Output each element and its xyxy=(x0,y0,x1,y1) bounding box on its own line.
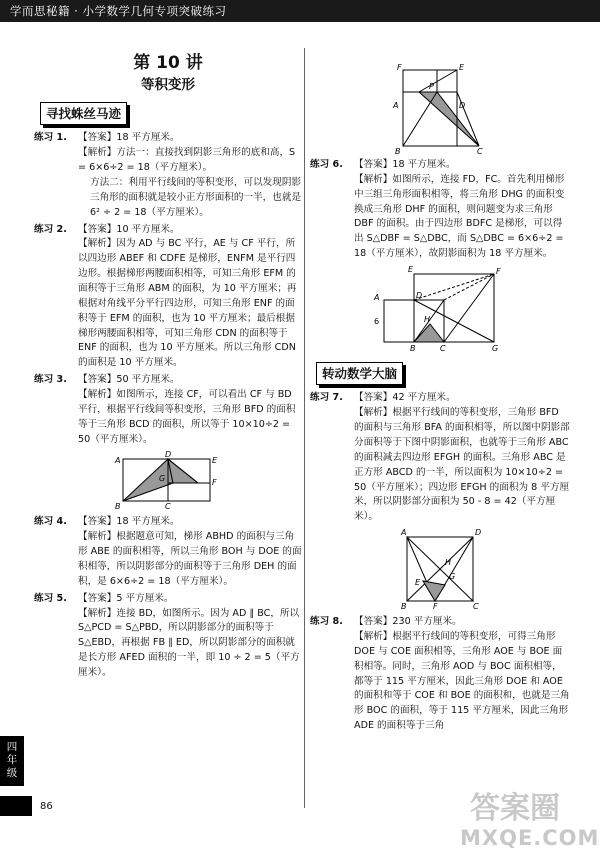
analysis-line: 【解析】连接 BD，如图所示。因为 AD ∥ BC，所以 S△PCD = S△PBD，所以阴影部分的面积等于 S△EBD，再根据 FB ∥ ED，所以阴影部分的面积就是长方形 AFED 面积的一半，即 10 ÷ 2 = 5（平方厘米）。 xyxy=(78,607,300,679)
exercise-4 xyxy=(34,515,302,589)
figure-exercise-6b xyxy=(370,266,510,352)
exercise-label: 练习 3. xyxy=(34,374,67,386)
footer-bar xyxy=(0,796,32,816)
answer-line: 【答案】230 平方厘米。 xyxy=(354,616,462,628)
fig-label-H: H xyxy=(424,315,431,325)
watermark-url: MXQE.COM xyxy=(460,826,600,850)
fig-label-G: G xyxy=(449,572,456,582)
fig-label-F: F xyxy=(212,478,217,488)
analysis-line: 【解析】根据题意可知，梯形 ABHD 的面积与三角形 ABE 的面积相等，所以三角形 BOH 与 DOE 的面积相等，所以阴影部分的面积等于三角形 DEH 的面积，是 6×6÷2 = 18（平方厘米）。 xyxy=(78,531,302,587)
fig-label-H: H xyxy=(445,558,452,568)
fig-label-E: E xyxy=(415,578,421,588)
figure-exercise-8 xyxy=(395,529,485,611)
analysis-line: 【解析】根据平行线间的等积变形，三角形 BFD 的面积与三角形 BFA 的面积相等，所以图中阴影部分面积等于下图中阴影面积，也就等于三角形 ABC 的面积减去四边形 EFGH 的面积。三角形 ABC 是正方形 ABCD 的一半，所以面积为 10×10÷2 = 50（平方厘米）；四边形 EFGH 的面积为 8 平方厘米，所以阴影部分面积为 50 - 8 = 42（平方厘米）。 xyxy=(354,407,570,523)
fig-label-D: D xyxy=(475,529,482,538)
exercise-label: 练习 2. xyxy=(34,223,67,235)
fig-label-B: B xyxy=(115,502,121,512)
exercise-label: 练习 1. xyxy=(34,132,67,144)
fig-label-E: E xyxy=(212,456,218,466)
fig-label-E: E xyxy=(408,266,414,275)
fig-label-A: A xyxy=(374,293,380,303)
answer-line: 【答案】5 平方厘米。 xyxy=(78,592,174,604)
analysis-line: 【解析】因为 AD 与 BC 平行，AE 与 CF 平行，所以四边形 ABEF 和 CDFE 是梯形，ENFM 是平行四边形。根据梯形两腰面积相等，可知三角形 EFM 的面积等于三角形 ABM 的面积，为 10 平方厘米；再根据对角线平分平行四边形，可知三角形 ENF 的面积等于 EFM 的面积，也为 10 平方厘米；最后根据梯形两腰面积相等，可知三角形 CDN 的面积等于 ENF 的面积，也为 10 平方厘米。所以三角形 CDN 的面积是 10 平方厘米。 xyxy=(78,238,297,369)
answer-line: 【答案】50 平方厘米。 xyxy=(78,374,180,386)
answer-line: 【答案】18 平方厘米。 xyxy=(354,159,456,170)
analysis-line: 【解析】方法一：直接找到阴影三角形的底和高，S = 6×6÷2 = 18（平方厘米）。 xyxy=(78,147,296,174)
fig-label-C: C xyxy=(165,502,171,512)
page-number: 86 xyxy=(40,801,53,812)
fig-label-A: A xyxy=(393,101,399,110)
watermark xyxy=(460,786,600,850)
grade-tab xyxy=(0,736,24,786)
left-column xyxy=(34,52,302,681)
answer-line: 【答案】18 平方厘米。 xyxy=(78,132,180,144)
lesson-number: 第 10 讲 xyxy=(133,53,203,73)
exercise-1 xyxy=(34,131,302,220)
fig-label-A: A xyxy=(115,456,121,466)
fig-label-6: 6 xyxy=(374,317,380,327)
fig-label-B: B xyxy=(401,602,407,612)
exercise-label: 练习 4. xyxy=(34,516,67,528)
fig-label-D: D xyxy=(416,291,423,301)
answer-line: 【答案】10 平方厘米。 xyxy=(78,223,180,235)
exercise-2 xyxy=(34,223,302,372)
analysis-line: 【解析】如图所示，连接 CF，可以看出 CF 与 BD 平行，根据平行线间等积变形，三角形 BFD 的面积等于三角形 BCD 的面积，所以等于 10×10÷2 = 50（平方厘米）。 xyxy=(78,388,296,445)
analysis-line: 【解析】根据平行线间的等积变形，可得三角形 DOE 与 COE 面积相等，三角形 AOE 与 BOE 面积相等。同时，三角形 AOD 与 BOC 面积相等，都等于 115 平方厘米，因此三角形 DOE 和 AOE 的面积和等于 COE 和 BOE 的面积和，也就是三角形 BOC 的面积，等于 115 平方厘米，因此三角形 ADE 的面积等于三角 xyxy=(354,630,570,732)
fig-label-C: C xyxy=(477,147,483,154)
column-divider xyxy=(304,48,305,808)
exercise-3 xyxy=(34,373,302,447)
lesson-name: 等积变形 xyxy=(141,77,195,93)
analysis-line: 【解析】如图所示，连接 FD，FC。首先利用梯形中三组三角形面积相等，将三角形 DHG 的面积变换成三角形 DHF 的面积，则问题变为求三角形 DBF 的面积。由于四边形 BDFC 是梯形，可以得出 S△DBF = S△DBC，而 S△DBC = 6×6÷2 = 18（平方厘米），故阴影面积为 18 平方厘米。 xyxy=(354,173,565,260)
fig-label-C: C xyxy=(473,602,479,612)
exercise-5 xyxy=(34,592,302,681)
lesson-title xyxy=(34,52,302,96)
exercise-label: 练习 5. xyxy=(34,592,67,604)
grade-char: 级 xyxy=(6,767,18,779)
exercise-label: 练习 7. xyxy=(310,392,343,404)
exercise-label: 练习 6. xyxy=(310,159,343,170)
fig-label-D: D xyxy=(165,451,172,460)
answer-line: 【答案】18 平方厘米。 xyxy=(78,516,180,528)
fig-label-F: F xyxy=(433,602,438,612)
fig-label-P: P xyxy=(429,82,434,91)
grade-char: 四 xyxy=(6,741,18,753)
watermark-text: 答案圈 xyxy=(470,791,560,826)
right-column xyxy=(310,60,570,734)
exercise-label: 练习 8. xyxy=(310,616,343,628)
grade-char: 年 xyxy=(6,754,18,766)
exercise-8 xyxy=(310,615,570,734)
fig-label-D: D xyxy=(459,101,466,110)
analysis-line: 方法二：利用平行线间的等积变形，可以发现阴影三角形的面积就是较小正方形面积的一半，也就是 6² ÷ 2 = 18（平方厘米）。 xyxy=(90,176,302,218)
fig-label-C: C xyxy=(440,344,446,353)
section-heading-2: 转动数学大脑 xyxy=(316,362,403,385)
fig-label-G: G xyxy=(159,474,166,484)
fig-label-E: E xyxy=(459,64,465,72)
header-title: 学而思秘籍 · 小学数学几何专项突破练习 xyxy=(10,4,227,18)
page-header xyxy=(0,0,600,22)
figure-exercise-6a xyxy=(385,64,495,154)
fig-label-G: G xyxy=(492,344,499,353)
fig-label-A: A xyxy=(401,529,407,538)
fig-label-F: F xyxy=(397,64,402,72)
fig-label-B: B xyxy=(395,147,401,154)
section-heading-1: 寻找蛛丝马迹 xyxy=(40,102,127,125)
answer-line: 【答案】42 平方厘米。 xyxy=(354,392,456,404)
exercise-7 xyxy=(310,391,570,525)
fig-label-F: F xyxy=(496,267,501,277)
exercise-6 xyxy=(310,158,570,262)
fig-label-B: B xyxy=(410,344,416,353)
figure-exercise-3 xyxy=(113,451,223,511)
